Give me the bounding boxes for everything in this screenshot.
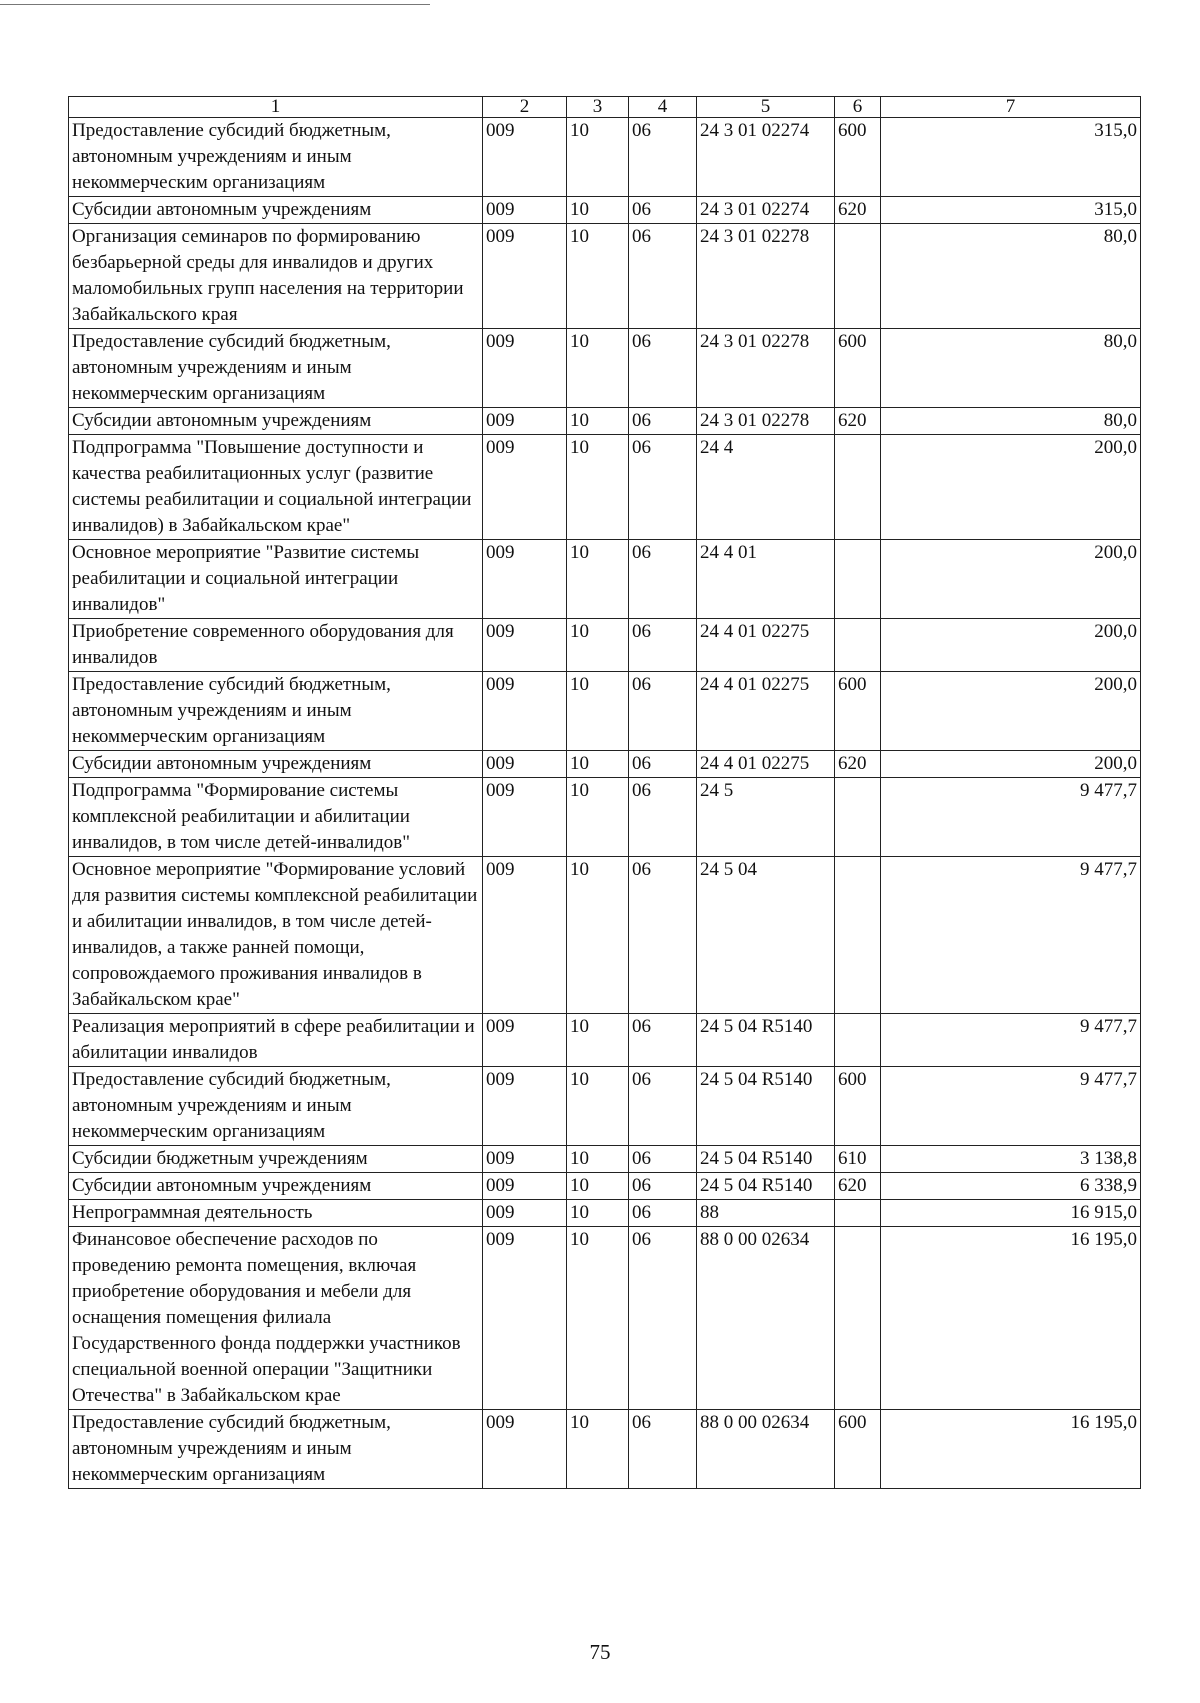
cell-grbs: 009 bbox=[483, 197, 567, 224]
cell-name: Подпрограмма "Формирование системы комплексной реабилитации и абилитации инвалидов, в том числе детей-инвалидов" bbox=[69, 778, 483, 857]
cell-name: Предоставление субсидий бюджетным, автономным учреждениям и иным некоммерческим организациям bbox=[69, 118, 483, 197]
cell-amount: 315,0 bbox=[881, 197, 1141, 224]
cell-expense-type: 620 bbox=[835, 1173, 881, 1200]
cell-amount: 16 195,0 bbox=[881, 1227, 1141, 1410]
cell-grbs: 009 bbox=[483, 1200, 567, 1227]
cell-target-article: 24 4 01 bbox=[697, 540, 835, 619]
cell-amount: 80,0 bbox=[881, 329, 1141, 408]
cell-target-article: 24 3 01 02278 bbox=[697, 224, 835, 329]
cell-name: Финансовое обеспечение расходов по проведению ремонта помещения, включая приобретение оборудования и мебели для оснащения помещения филиала Государственного фонда поддержки участников специальной военной операции "Защитники Отечества" в Забайкальском крае bbox=[69, 1227, 483, 1410]
header-row bbox=[69, 97, 1141, 118]
cell-grbs: 009 bbox=[483, 224, 567, 329]
table-row bbox=[69, 329, 1141, 408]
cell-subsection: 06 bbox=[629, 224, 697, 329]
table-row bbox=[69, 118, 1141, 197]
cell-amount: 80,0 bbox=[881, 224, 1141, 329]
cell-amount: 200,0 bbox=[881, 435, 1141, 540]
cell-section: 10 bbox=[567, 435, 629, 540]
cell-subsection: 06 bbox=[629, 1014, 697, 1067]
table-row bbox=[69, 1146, 1141, 1173]
header-cell: 3 bbox=[567, 97, 629, 118]
cell-subsection: 06 bbox=[629, 778, 697, 857]
cell-amount: 6 338,9 bbox=[881, 1173, 1141, 1200]
cell-expense-type bbox=[835, 1014, 881, 1067]
table-row bbox=[69, 857, 1141, 1014]
cell-target-article: 24 3 01 02278 bbox=[697, 329, 835, 408]
table-row bbox=[69, 1067, 1141, 1146]
cell-target-article: 88 0 00 02634 bbox=[697, 1227, 835, 1410]
cell-subsection: 06 bbox=[629, 1146, 697, 1173]
cell-name: Непрограммная деятельность bbox=[69, 1200, 483, 1227]
cell-target-article: 24 5 04 R5140 bbox=[697, 1067, 835, 1146]
cell-amount: 9 477,7 bbox=[881, 778, 1141, 857]
cell-expense-type: 610 bbox=[835, 1146, 881, 1173]
budget-table bbox=[68, 96, 1141, 1489]
cell-subsection: 06 bbox=[629, 1410, 697, 1489]
cell-section: 10 bbox=[567, 1173, 629, 1200]
cell-section: 10 bbox=[567, 329, 629, 408]
cell-name: Субсидии бюджетным учреждениям bbox=[69, 1146, 483, 1173]
cell-target-article: 24 3 01 02274 bbox=[697, 197, 835, 224]
table-row bbox=[69, 540, 1141, 619]
table-row bbox=[69, 435, 1141, 540]
cell-section: 10 bbox=[567, 751, 629, 778]
cell-expense-type bbox=[835, 857, 881, 1014]
table-row bbox=[69, 224, 1141, 329]
cell-section: 10 bbox=[567, 540, 629, 619]
cell-grbs: 009 bbox=[483, 1173, 567, 1200]
cell-section: 10 bbox=[567, 1146, 629, 1173]
cell-subsection: 06 bbox=[629, 672, 697, 751]
cell-target-article: 24 4 bbox=[697, 435, 835, 540]
header-cell: 2 bbox=[483, 97, 567, 118]
table-row bbox=[69, 751, 1141, 778]
cell-section: 10 bbox=[567, 1410, 629, 1489]
cell-name: Организация семинаров по формированию безбарьерной среды для инвалидов и других маломобильных групп населения на территории Забайкальского края bbox=[69, 224, 483, 329]
cell-grbs: 009 bbox=[483, 540, 567, 619]
cell-name: Предоставление субсидий бюджетным, автономным учреждениям и иным некоммерческим организациям bbox=[69, 329, 483, 408]
cell-grbs: 009 bbox=[483, 751, 567, 778]
cell-section: 10 bbox=[567, 224, 629, 329]
cell-subsection: 06 bbox=[629, 619, 697, 672]
cell-section: 10 bbox=[567, 857, 629, 1014]
cell-name: Субсидии автономным учреждениям bbox=[69, 408, 483, 435]
cell-grbs: 009 bbox=[483, 329, 567, 408]
cell-subsection: 06 bbox=[629, 408, 697, 435]
cell-name: Субсидии автономным учреждениям bbox=[69, 197, 483, 224]
cell-target-article: 24 5 04 R5140 bbox=[697, 1146, 835, 1173]
table-row bbox=[69, 778, 1141, 857]
cell-expense-type: 620 bbox=[835, 197, 881, 224]
cell-name: Предоставление субсидий бюджетным, автономным учреждениям и иным некоммерческим организациям bbox=[69, 1410, 483, 1489]
cell-subsection: 06 bbox=[629, 1200, 697, 1227]
cell-name: Реализация мероприятий в сфере реабилитации и абилитации инвалидов bbox=[69, 1014, 483, 1067]
table-row bbox=[69, 1227, 1141, 1410]
header-cell: 7 bbox=[881, 97, 1141, 118]
cell-grbs: 009 bbox=[483, 408, 567, 435]
cell-name: Субсидии автономным учреждениям bbox=[69, 751, 483, 778]
cell-target-article: 24 3 01 02274 bbox=[697, 118, 835, 197]
cell-amount: 200,0 bbox=[881, 540, 1141, 619]
table-row bbox=[69, 1410, 1141, 1489]
cell-amount: 16 195,0 bbox=[881, 1410, 1141, 1489]
cell-name: Подпрограмма "Повышение доступности и качества реабилитационных услуг (развитие системы реабилитации и социальной интеграции инвалидов) в Забайкальском крае" bbox=[69, 435, 483, 540]
cell-expense-type bbox=[835, 224, 881, 329]
cell-subsection: 06 bbox=[629, 540, 697, 619]
cell-subsection: 06 bbox=[629, 197, 697, 224]
cell-section: 10 bbox=[567, 778, 629, 857]
cell-section: 10 bbox=[567, 1067, 629, 1146]
header-cell: 1 bbox=[69, 97, 483, 118]
cell-expense-type: 600 bbox=[835, 672, 881, 751]
cell-subsection: 06 bbox=[629, 118, 697, 197]
header-cell: 6 bbox=[835, 97, 881, 118]
cell-target-article: 24 5 04 R5140 bbox=[697, 1173, 835, 1200]
cell-name: Основное мероприятие "Формирование условий для развития системы комплексной реабилитации и абилитации инвалидов, в том числе детей-инвалидов, а также ранней помощи, сопровождаемого проживания инвалидов в Забайкальском крае" bbox=[69, 857, 483, 1014]
cell-target-article: 24 4 01 02275 bbox=[697, 619, 835, 672]
cell-expense-type bbox=[835, 619, 881, 672]
cell-grbs: 009 bbox=[483, 778, 567, 857]
cell-target-article: 24 4 01 02275 bbox=[697, 672, 835, 751]
table-row bbox=[69, 619, 1141, 672]
table-row bbox=[69, 1173, 1141, 1200]
cell-expense-type bbox=[835, 1227, 881, 1410]
cell-name: Субсидии автономным учреждениям bbox=[69, 1173, 483, 1200]
cell-target-article: 24 5 04 bbox=[697, 857, 835, 1014]
cell-section: 10 bbox=[567, 672, 629, 751]
cell-amount: 200,0 bbox=[881, 751, 1141, 778]
cell-target-article: 88 0 00 02634 bbox=[697, 1410, 835, 1489]
cell-amount: 3 138,8 bbox=[881, 1146, 1141, 1173]
cell-grbs: 009 bbox=[483, 1067, 567, 1146]
header-cell: 4 bbox=[629, 97, 697, 118]
cell-amount: 200,0 bbox=[881, 619, 1141, 672]
cell-section: 10 bbox=[567, 1014, 629, 1067]
cell-amount: 16 915,0 bbox=[881, 1200, 1141, 1227]
cell-subsection: 06 bbox=[629, 857, 697, 1014]
cell-section: 10 bbox=[567, 619, 629, 672]
cell-section: 10 bbox=[567, 408, 629, 435]
cell-grbs: 009 bbox=[483, 857, 567, 1014]
cell-grbs: 009 bbox=[483, 118, 567, 197]
cell-subsection: 06 bbox=[629, 751, 697, 778]
cell-amount: 9 477,7 bbox=[881, 1067, 1141, 1146]
cell-amount: 200,0 bbox=[881, 672, 1141, 751]
cell-expense-type: 600 bbox=[835, 1410, 881, 1489]
page-number: 75 bbox=[589, 1640, 611, 1664]
cell-subsection: 06 bbox=[629, 1173, 697, 1200]
table-row bbox=[69, 408, 1141, 435]
cell-section: 10 bbox=[567, 1200, 629, 1227]
cell-expense-type: 600 bbox=[835, 1067, 881, 1146]
cell-section: 10 bbox=[567, 118, 629, 197]
cell-target-article: 88 bbox=[697, 1200, 835, 1227]
cell-target-article: 24 5 04 R5140 bbox=[697, 1014, 835, 1067]
table-row bbox=[69, 1200, 1141, 1227]
cell-expense-type bbox=[835, 1200, 881, 1227]
cell-grbs: 009 bbox=[483, 1014, 567, 1067]
cell-target-article: 24 5 bbox=[697, 778, 835, 857]
cell-expense-type: 620 bbox=[835, 751, 881, 778]
table-row bbox=[69, 197, 1141, 224]
cell-grbs: 009 bbox=[483, 1410, 567, 1489]
header-cell: 5 bbox=[697, 97, 835, 118]
cell-expense-type: 600 bbox=[835, 118, 881, 197]
cell-grbs: 009 bbox=[483, 435, 567, 540]
cell-subsection: 06 bbox=[629, 1067, 697, 1146]
cell-name: Предоставление субсидий бюджетным, автономным учреждениям и иным некоммерческим организациям bbox=[69, 1067, 483, 1146]
cell-grbs: 009 bbox=[483, 1146, 567, 1173]
cell-expense-type bbox=[835, 435, 881, 540]
cell-grbs: 009 bbox=[483, 619, 567, 672]
top-edge-rule bbox=[0, 4, 430, 5]
cell-name: Приобретение современного оборудования для инвалидов bbox=[69, 619, 483, 672]
cell-subsection: 06 bbox=[629, 1227, 697, 1410]
cell-target-article: 24 4 01 02275 bbox=[697, 751, 835, 778]
cell-expense-type bbox=[835, 540, 881, 619]
cell-section: 10 bbox=[567, 1227, 629, 1410]
cell-subsection: 06 bbox=[629, 329, 697, 408]
cell-amount: 315,0 bbox=[881, 118, 1141, 197]
cell-expense-type: 600 bbox=[835, 329, 881, 408]
table-row bbox=[69, 1014, 1141, 1067]
table-row bbox=[69, 672, 1141, 751]
cell-expense-type: 620 bbox=[835, 408, 881, 435]
cell-name: Основное мероприятие "Развитие системы реабилитации и социальной интеграции инвалидов" bbox=[69, 540, 483, 619]
cell-grbs: 009 bbox=[483, 1227, 567, 1410]
cell-name: Предоставление субсидий бюджетным, автономным учреждениям и иным некоммерческим организациям bbox=[69, 672, 483, 751]
cell-subsection: 06 bbox=[629, 435, 697, 540]
cell-section: 10 bbox=[567, 197, 629, 224]
cell-amount: 80,0 bbox=[881, 408, 1141, 435]
cell-amount: 9 477,7 bbox=[881, 1014, 1141, 1067]
cell-amount: 9 477,7 bbox=[881, 857, 1141, 1014]
table-body bbox=[69, 118, 1141, 1489]
cell-grbs: 009 bbox=[483, 672, 567, 751]
cell-target-article: 24 3 01 02278 bbox=[697, 408, 835, 435]
cell-expense-type bbox=[835, 778, 881, 857]
